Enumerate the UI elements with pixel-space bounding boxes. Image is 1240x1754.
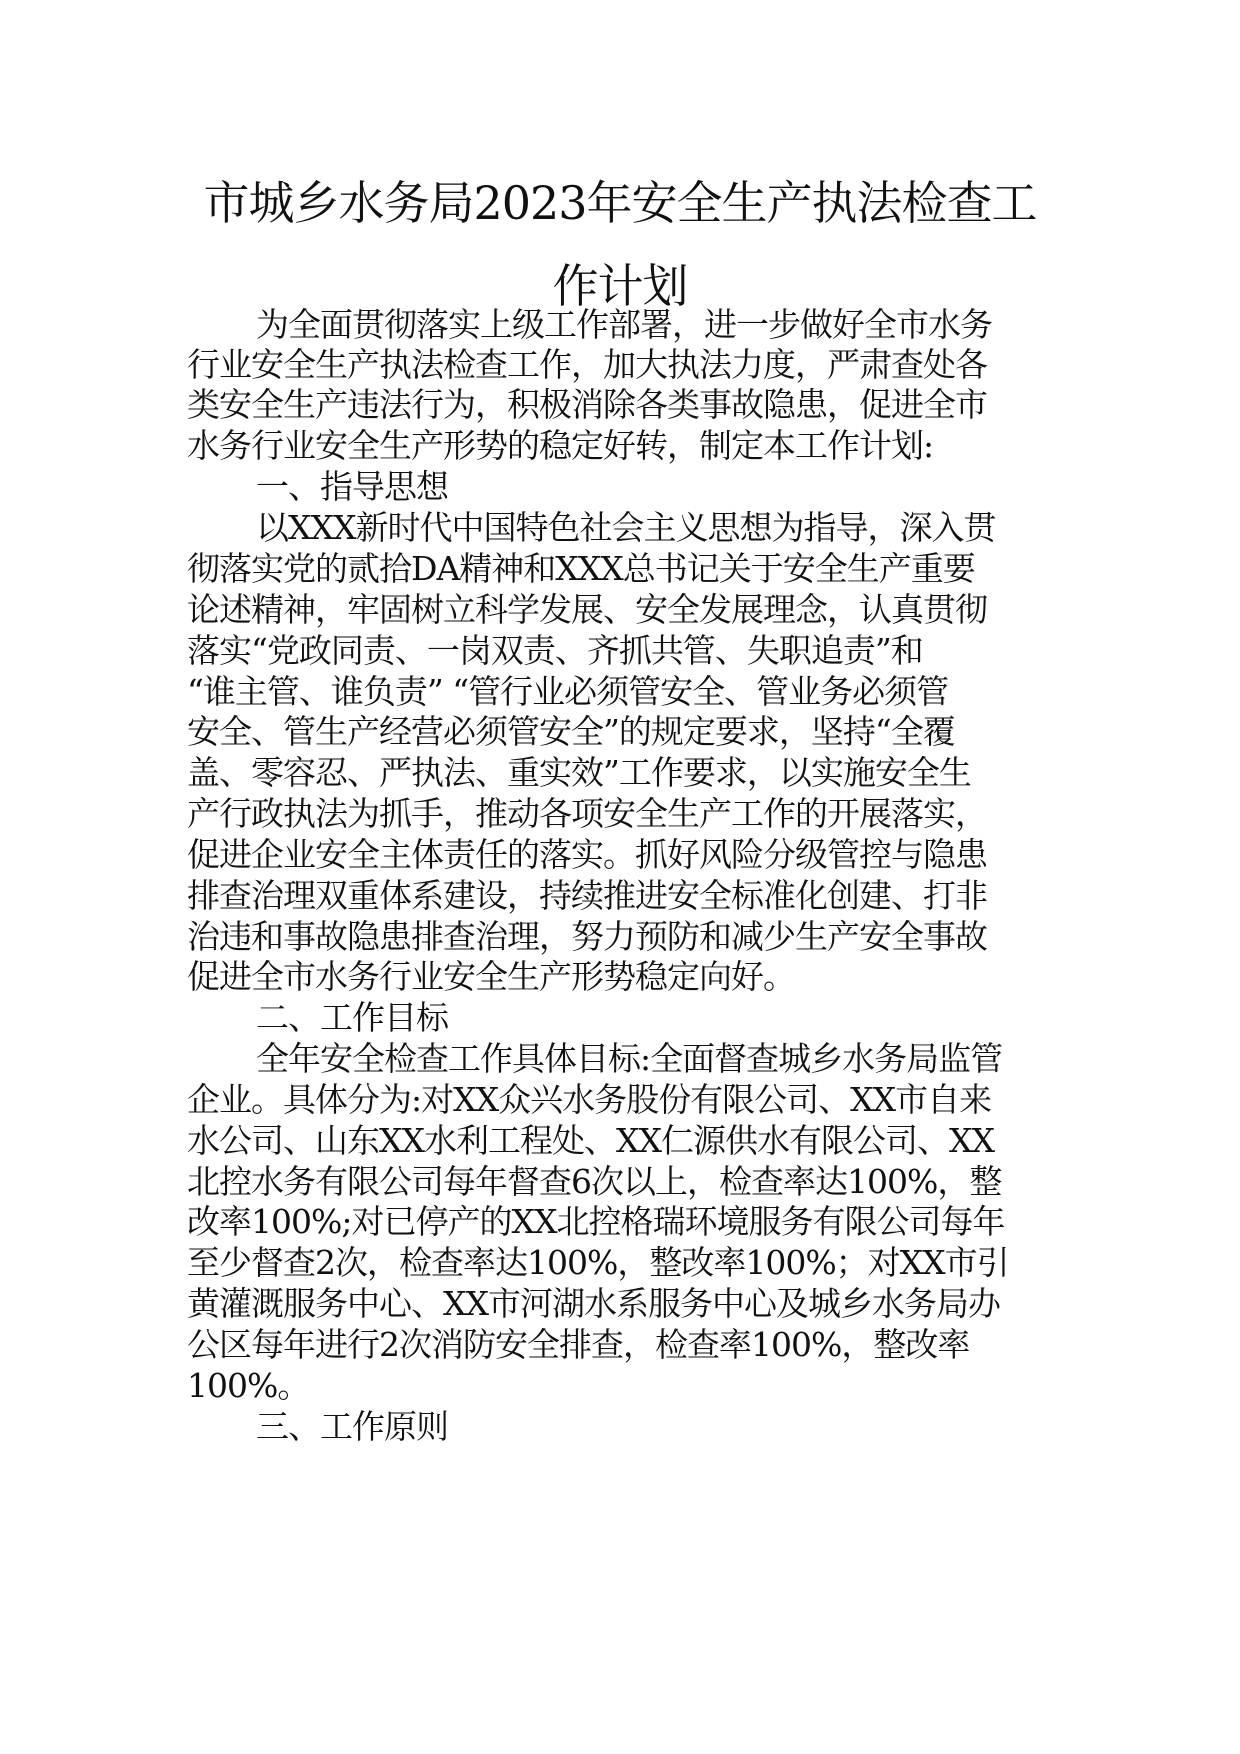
section-2-paragraph-line: 100%。 — [187, 1366, 310, 1405]
section-heading-work-principles: 三、工作原则 — [256, 1407, 448, 1446]
section-1-paragraph-line: 排查治理双重体系建设，持续推进安全标准化创建、打非 — [187, 876, 987, 915]
intro-paragraph-line: 类安全生产违法行为，积极消除各类事故隐患，促进全市 — [187, 385, 987, 424]
section-2-paragraph-line: 北控水务有限公司每年督查6次以上，检查率达100%，整 — [187, 1162, 1002, 1201]
section-1-paragraph-line: 促进企业安全主体责任的落实。抓好风险分级管控与隐患 — [187, 835, 987, 874]
section-2-paragraph-line: 黄灌溉服务中心、XX市河湖水系服务中心及城乡水务局办 — [187, 1284, 1000, 1323]
section-1-paragraph-line: 促进全市水务行业安全生产形势稳定向好。 — [187, 957, 795, 996]
intro-paragraph-line: 水务行业安全生产形势的稳定好转，制定本工作计划: — [187, 426, 934, 465]
section-1-paragraph-line: “谁主管、谁负责” “管行业必须管安全、管业务必须管 — [187, 672, 949, 711]
section-heading-work-goals: 二、工作目标 — [256, 998, 448, 1037]
section-1-paragraph-line: 彻落实党的贰拾DA精神和XXX总书记关于安全生产重要 — [187, 549, 975, 588]
intro-paragraph-line: 行业安全生产执法检查工作，加大执法力度，严肃查处各 — [187, 345, 987, 384]
document-title-line-2: 作计划 — [552, 259, 688, 313]
intro-paragraph-line: 为全面贯彻落实上级工作部署，进一步做好全市水务 — [256, 305, 992, 344]
section-1-paragraph-line: 盖、零容忍、严执法、重实效”工作要求，以实施安全生 — [187, 753, 971, 792]
section-heading-guiding-ideology: 一、指导思想 — [256, 467, 448, 506]
section-1-paragraph-line: 产行政执法为抓手，推动各项安全生产工作的开展落实， — [187, 794, 987, 833]
section-1-paragraph-line: 治违和事故隐患排查治理，努力预防和减少生产安全事故 — [187, 917, 987, 956]
section-1-paragraph-line: 以XXX新时代中国特色社会主义思想为指导，深入贯 — [256, 508, 996, 547]
section-2-paragraph-line: 全年安全检查工作具体目标:全面督查城乡水务局监管 — [256, 1039, 1003, 1078]
section-2-paragraph-line: 改率100%;对已停产的XX北控格瑞环境服务有限公司每年 — [187, 1202, 1005, 1241]
section-2-paragraph-line: 公区每年进行2次消防安全排查，检查率100%，整改率 — [187, 1325, 970, 1364]
document-title-line-1: 市城乡水务局2023年安全生产执法检查工 — [203, 176, 1037, 230]
section-2-paragraph-line: 水公司、山东XX水利工程处、XX仁源供水有限公司、XX — [187, 1121, 994, 1160]
section-1-paragraph-line: 落实“党政同责、一岗双责、齐抓共管、失职追责”和 — [187, 631, 923, 670]
section-1-paragraph-line: 安全、管生产经营必须管安全”的规定要求，坚持“全覆 — [187, 712, 955, 751]
section-2-paragraph-line: 至少督查2次，检查率达100%，整改率100%；对XX市引 — [187, 1243, 1009, 1282]
section-2-paragraph-line: 企业。具体分为:对XX众兴水务股份有限公司、XX市自来 — [187, 1080, 992, 1119]
section-1-paragraph-line: 论述精神，牢固树立科学发展、安全发展理念，认真贯彻 — [187, 590, 987, 629]
